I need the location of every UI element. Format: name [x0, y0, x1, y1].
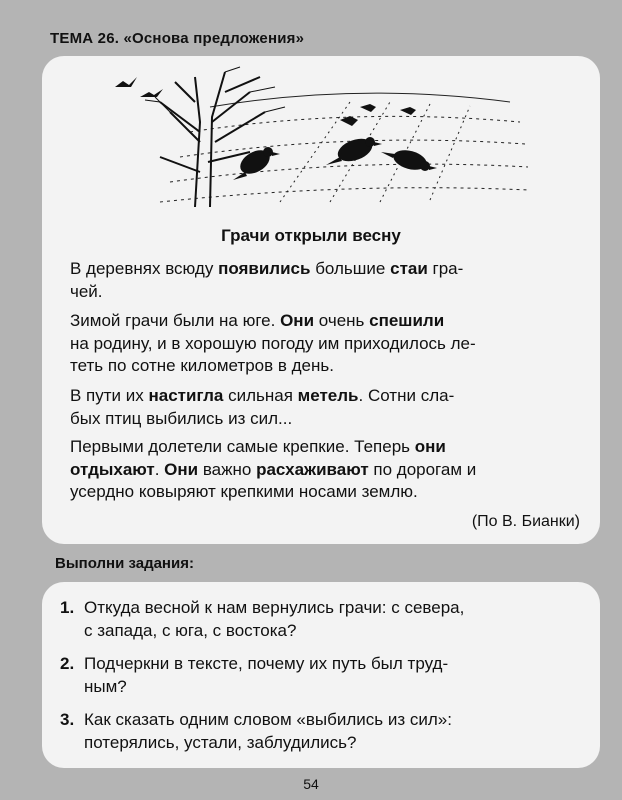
paragraph-4: Первыми долетели самые крепкие. Теперь они отдыхают. Они важно расхаживают по дорогам и усердно ковыряют крепкими носами землю.	[70, 437, 477, 501]
paragraph-1: В деревнях всюду появились большие стаи гра- чей.	[70, 259, 464, 301]
story-author: (По В. Бианки)	[471, 513, 580, 530]
paragraph-3: В пути их настигла сильная метель. Сотни сла- бых птиц выбились из сил...	[70, 386, 455, 428]
topic-heading: ТЕМА 26. «Основа предложения»	[50, 30, 305, 47]
task-number: 1.	[60, 598, 75, 617]
task-3: 3. Как сказать одним словом «выбились из сил»: потерялись, устали, заблудились?	[60, 710, 452, 752]
task-1: 1. Откуда весной к нам вернулись грачи: с севера, с запада, с юга, с востока?	[60, 598, 465, 640]
tasks-heading: Выполни задания:	[55, 555, 194, 572]
task-number: 3.	[60, 710, 75, 729]
story-title: Грачи открыли весну	[221, 226, 401, 245]
task-number: 2.	[60, 654, 75, 673]
page-number: 54	[303, 776, 319, 792]
task-2: 2. Подчеркни в тексте, почему их путь был труд- ным?	[60, 654, 449, 696]
rooks-field-illustration	[100, 62, 530, 212]
paragraph-2: Зимой грачи были на юге. Они очень спешили на родину, и в хорошую погоду им приходилось ле- теть по сотне километров в день.	[70, 311, 476, 375]
